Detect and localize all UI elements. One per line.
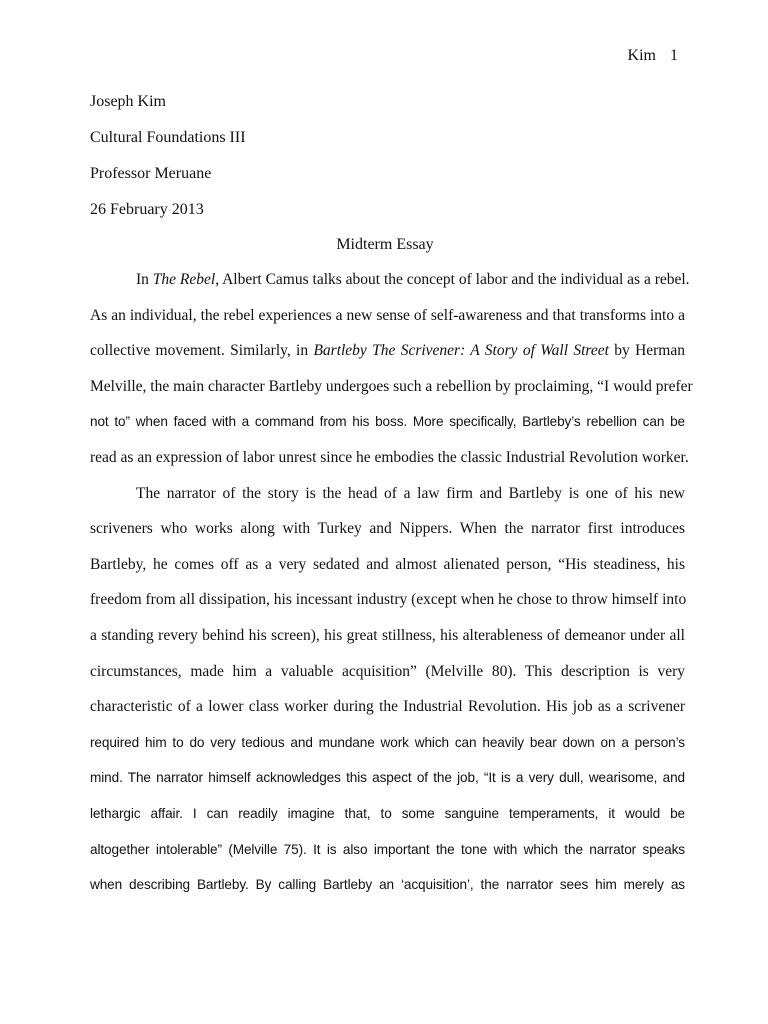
running-head xyxy=(628,45,678,67)
paragraph-2-line-1: The narrator of the story is the head of a law firm and Bartleby is one of his new xyxy=(136,484,685,502)
author-name: Joseph Kim xyxy=(90,93,166,110)
book-title-the-rebel: The Rebel xyxy=(152,271,216,288)
paragraph-2-line-4: freedom from all dissipation, his incessant industry (except when he chose to throw himself into xyxy=(90,591,687,609)
essay-title: Midterm Essay xyxy=(336,236,434,253)
essay-body xyxy=(90,269,693,910)
course-name: Cultural Foundations III xyxy=(90,129,246,146)
book-title-bartleby: Bartleby The Scrivener: A Story of Wall Street xyxy=(313,342,609,360)
heading-block xyxy=(90,91,680,235)
paragraph-2-line-10: lethargic affair. I can readily imagine that, to some sanguine temperaments, it would be xyxy=(90,805,685,821)
text-run: by Herman xyxy=(608,342,685,360)
professor-name: Professor Meruane xyxy=(90,165,212,182)
paragraph-2-line-3: Bartleby, he comes off as a very sedated and almost alienated person, “His steadiness, his xyxy=(90,555,685,573)
paragraph-2-line-6: circumstances, made him a valuable acquisition” (Melville 80). This description is very xyxy=(90,662,685,680)
paragraph-2-line-8: required him to do very tedious and mundane work which can heavily bear down on a person’s xyxy=(90,734,685,750)
essay-date: 26 February 2013 xyxy=(90,201,204,218)
paragraph-2-line-7: characteristic of a lower class worker during the Industrial Revolution. His job as a scrivener xyxy=(90,698,685,716)
paragraph-1-line-4: Melville, the main character Bartleby undergoes such a rebellion by proclaiming, “I would prefer xyxy=(90,377,693,395)
paragraph-2-line-12: when describing Bartleby. By calling Bartleby an ‘acquisition’, the narrator sees him merely as xyxy=(90,877,685,893)
text-run: , Albert Camus talks about the concept of labor and the individual as a rebel. xyxy=(215,271,690,288)
text-run: In xyxy=(136,271,153,288)
paragraph-2-line-9: mind. The narrator himself acknowledges this aspect of the job, “It is a very dull, wearisome, and xyxy=(90,770,685,786)
text-run: collective movement. Similarly, in xyxy=(90,342,314,360)
paragraph-2-line-11: altogether intolerable” (Melville 75). It is also important the tone with which the narrator speaks xyxy=(90,841,685,857)
page-number: 1 xyxy=(670,47,678,64)
paragraph-2-line-2: scriveners who works along with Turkey and Nippers. When the narrator first introduces xyxy=(90,520,685,538)
paragraph-1-line-2: As an individual, the rebel experiences a new sense of self-awareness and that transforms into a xyxy=(90,306,685,324)
paragraph-2-line-5: a standing revery behind his screen), his great stillness, his alterableness of demeanor under all xyxy=(90,626,685,644)
running-head-name: Kim xyxy=(627,47,656,64)
paragraph-1-line-1 xyxy=(90,269,690,305)
paragraph-1-line-6: read as an expression of labor unrest since he embodies the classic Industrial Revolution worker. xyxy=(90,448,689,466)
paragraph-1-line-3 xyxy=(90,340,685,376)
paragraph-1-line-5: not to” when faced with a command from his boss. More specifically, Bartleby’s rebellion can be xyxy=(90,414,685,430)
